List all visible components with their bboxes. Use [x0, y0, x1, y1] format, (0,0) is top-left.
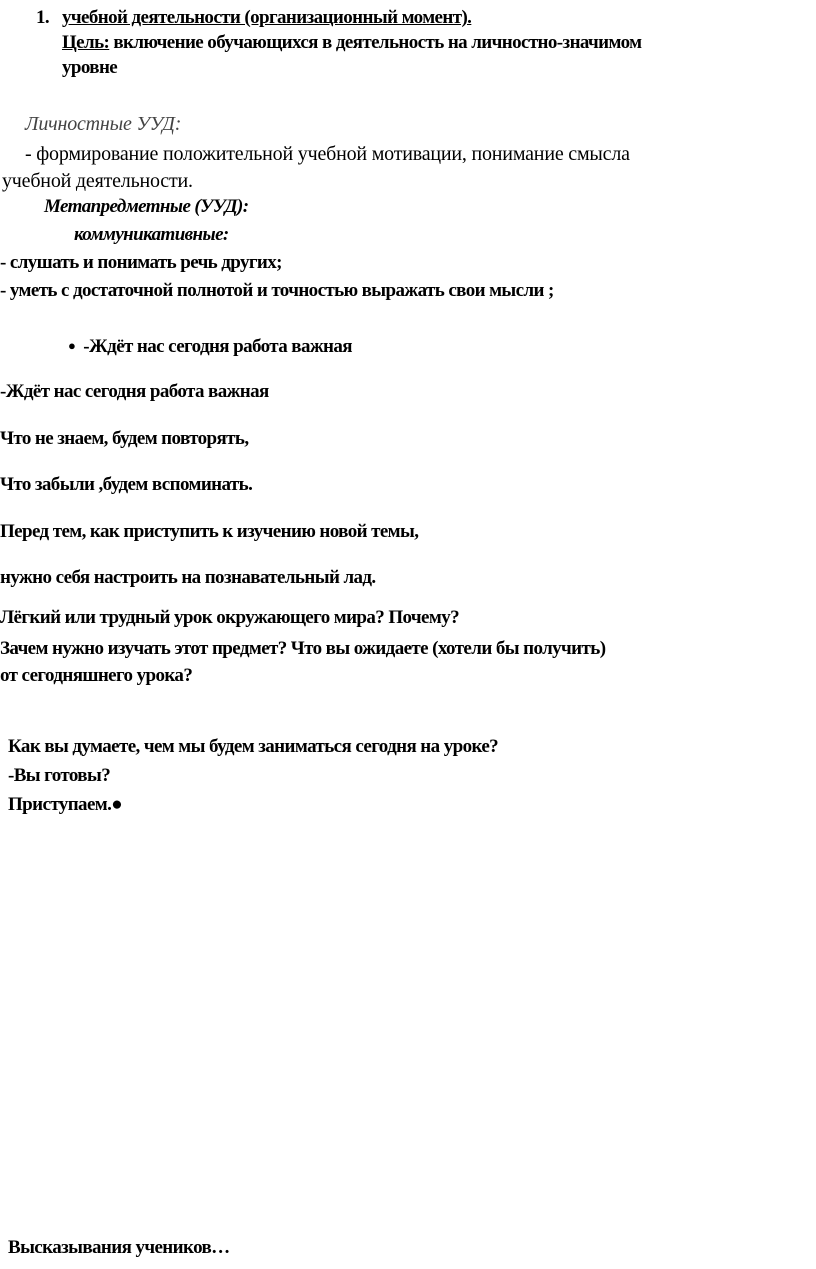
meta-uud-heading: Метапредметные (УУД):: [44, 196, 249, 217]
poem-line: Перед тем, как приступить к изучению новой темы,: [0, 521, 419, 542]
poem-line: -Ждёт нас сегодня работа важная: [0, 381, 269, 402]
poem-line: Что не знаем, будем повторять,: [0, 428, 249, 449]
question-line: Лёгкий или трудный урок окружающего мира? Почему?: [0, 607, 460, 628]
section-title: учебной деятельности (организационный момент).: [62, 7, 472, 28]
question-line: от сегодняшнего урока?: [0, 665, 193, 686]
student-statements: Высказывания учеников…: [8, 1237, 230, 1258]
prompt-line: Приступаем.●: [8, 794, 123, 815]
prompt-line: -Вы готовы?: [8, 765, 111, 786]
question-line: Зачем нужно изучать этот предмет? Что вы ожидаете (хотели бы получить): [0, 638, 606, 659]
bullet-text: -Ждёт нас сегодня работа важная: [83, 336, 352, 357]
personal-uud-heading: Личностные УУД:: [25, 113, 182, 135]
goal-text-continued: уровне: [62, 57, 118, 78]
meta-uud-subheading: коммуникативные:: [74, 224, 229, 245]
prompt-line: Как вы думаете, чем мы будем заниматься сегодня на уроке?: [8, 736, 499, 757]
poem-line: нужно себя настроить на познавательный лад.: [0, 567, 376, 588]
goal-text: включение обучающихся в деятельность на личностно-значимом: [109, 32, 642, 53]
bullet-icon: ●: [68, 338, 76, 353]
meta-uud-item: - слушать и понимать речь других;: [0, 252, 282, 273]
personal-uud-line: - формирование положительной учебной мотивации, понимание смысла: [25, 143, 630, 165]
meta-uud-item: - уметь с достаточной полнотой и точностью выражать свои мысли ;: [0, 280, 554, 301]
bullet-item: [68, 334, 352, 359]
section-number: 1.: [36, 7, 50, 28]
goal-line: [62, 31, 642, 55]
personal-uud-line: учебной деятельности.: [2, 170, 193, 192]
poem-line: Что забыли ,будем вспоминать.: [0, 474, 253, 495]
goal-label: Цель:: [62, 32, 110, 53]
